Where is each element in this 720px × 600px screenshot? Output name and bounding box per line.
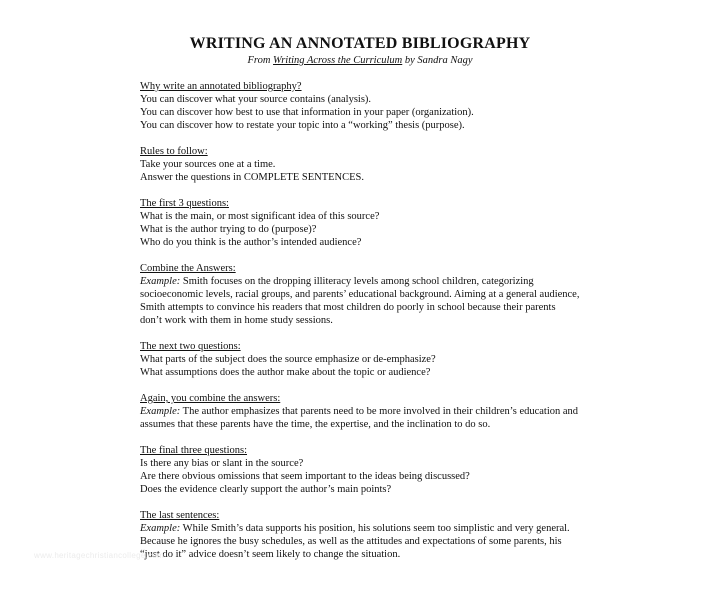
body-line: Answer the questions in COMPLETE SENTENCES. — [140, 172, 364, 183]
section-heading: The first 3 questions: — [140, 198, 229, 209]
example-paragraph — [140, 275, 580, 327]
section-heading: Again, you combine the answers: — [140, 393, 281, 404]
body-line: Is there any bias or slant in the source? — [140, 458, 304, 469]
example-paragraph — [140, 522, 580, 561]
watermark: www.heritagechristiancollege.com — [34, 551, 165, 560]
example-text: While Smith’s data supports his position, his solutions seem too simplistic and very general. Because he ignores the busy schedules, as well as the attitudes and expectations of some parents, his “just do it” advice doesn’t seem likely to change the situation. — [140, 523, 570, 560]
body-line: You can discover how best to use that information in your paper (organization). — [140, 107, 474, 118]
example-label: Example: — [140, 523, 181, 534]
section-first-questions — [140, 197, 580, 249]
subtitle-author: by Sandra Nagy — [402, 55, 473, 66]
body-line: Are there obvious omissions that seem important to the ideas being discussed? — [140, 471, 470, 482]
section-heading: The final three questions: — [140, 445, 248, 456]
section-last-sentences — [140, 509, 580, 561]
document-body — [140, 80, 580, 574]
example-label: Example: — [140, 406, 181, 417]
section-rules — [140, 145, 580, 184]
section-heading: Rules to follow: — [140, 146, 208, 157]
example-text: Smith focuses on the dropping illiteracy levels among school children, categorizing socioeconomic levels, racial groups, and parents’ educational background. Aiming at a general audience, Smith attempts to convince his readers that most children do poorly in school because their parents don’t work with them in home study sessions. — [140, 276, 580, 326]
subtitle-source-title: Writing Across the Curriculum — [273, 55, 403, 66]
body-line: What parts of the subject does the source emphasize or de-emphasize? — [140, 354, 436, 365]
body-line: Who do you think is the author’s intended audience? — [140, 237, 362, 248]
body-line: What assumptions does the author make about the topic or audience? — [140, 367, 431, 378]
body-line: Take your sources one at a time. — [140, 159, 276, 170]
section-final-questions — [140, 444, 580, 496]
body-line: What is the main, or most significant idea of this source? — [140, 211, 380, 222]
page-subtitle — [0, 54, 720, 67]
example-text: The author emphasizes that parents need to be more involved in their children’s education and assumes that these parents have the time, the expertise, and the inclination to do so. — [140, 406, 579, 430]
body-line: You can discover what your source contains (analysis). — [140, 94, 372, 105]
page-title: WRITING AN ANNOTATED BIBLIOGRAPHY — [189, 35, 531, 52]
section-heading: The next two questions: — [140, 341, 241, 352]
section-combine-answers — [140, 262, 580, 327]
section-heading: The last sentences: — [140, 510, 220, 521]
section-heading: Why write an annotated bibliography? — [140, 81, 302, 92]
section-heading: Combine the Answers: — [140, 263, 236, 274]
section-combine-again — [140, 392, 580, 431]
section-next-questions — [140, 340, 580, 379]
body-line: What is the author trying to do (purpose)? — [140, 224, 317, 235]
body-line: Does the evidence clearly support the author’s main points? — [140, 484, 392, 495]
body-line: You can discover how to restate your topic into a “working” thesis (purpose). — [140, 120, 465, 131]
subtitle-prefix: From — [247, 55, 274, 66]
example-label: Example: — [140, 276, 181, 287]
example-paragraph — [140, 405, 580, 431]
section-why-annotate — [140, 80, 580, 132]
